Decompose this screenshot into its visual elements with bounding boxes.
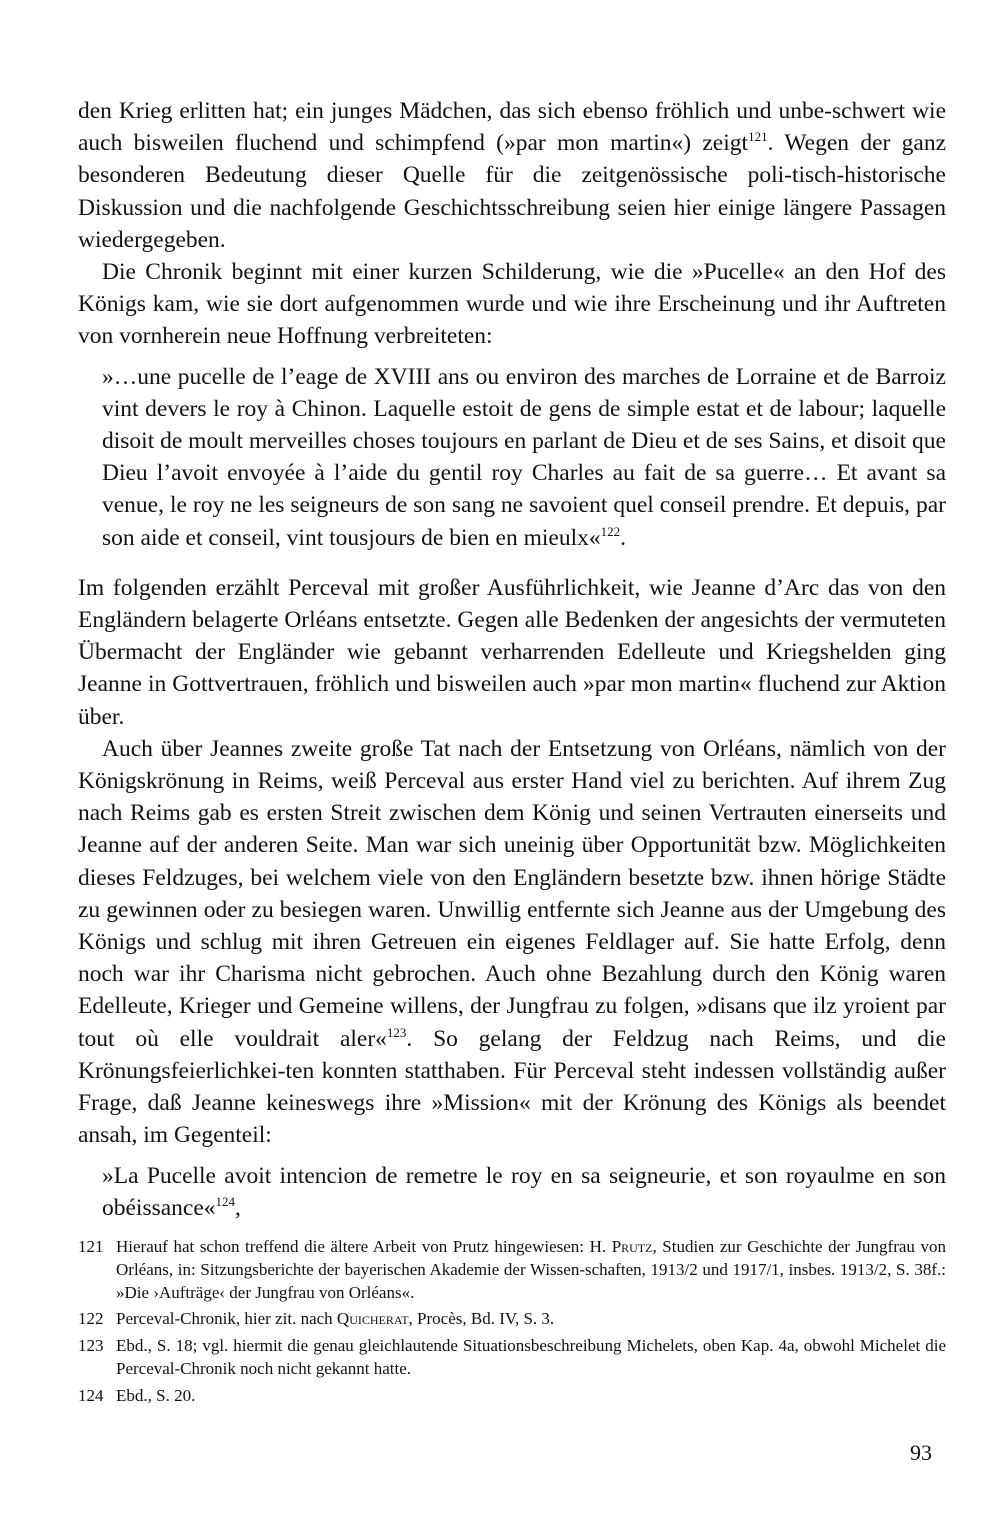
main-text (78, 95, 946, 1224)
footnote-text-a: Perceval-Chronik, hier zit. nach (116, 1309, 337, 1329)
footnote-text (116, 1308, 946, 1331)
paragraph-1-text-cont: . Wegen der ganz besonderen Bedeutung dieser Quelle für die zeitgenössische poli-tisch-historische Diskussion und die nachfolgende Geschichtsschreibung seien hier einige längere Passagen wiedergegeben. (78, 130, 947, 253)
footnote-number: 123 (78, 1336, 104, 1356)
quote-2-end: , (235, 1194, 241, 1221)
footnote-text: Ebd., S. 18; vgl. hiermit die genau gleichlautende Situationsbeschreibung Michelets, oben Kap. 4a, obwohl Michelet die Perceval-Chronik noch nicht gekannt hatte. (116, 1336, 946, 1378)
quote-1-text: »…une pucelle de l’eage de XVIII ans ou environ des marches de Lorraine et de Barroiz vint devers le roy à Chinon. Laquelle estoit de gens de simple estat et de labour; laquelle disoit de moult merveilles choses toujours en parlant de Dieu et de ses Sains, et disoit que Dieu l’avoit envoyée à l’aide du gentil roy Charles au fait de sa guerre… Et avant sa venue, le roy ne les seigneurs de son sang ne savoient quel conseil prendre. Et depuis, par son aide et conseil, vint tousjours de bien en mieulx« (102, 363, 946, 551)
paragraph-1 (78, 95, 946, 256)
footnote-ref-124[interactable]: 124 (215, 1193, 236, 1209)
footnote-number: 122 (78, 1309, 104, 1329)
page-number: 93 (910, 1440, 932, 1465)
quote-1-end: . (620, 524, 627, 551)
footnote-number: 124 (78, 1385, 104, 1405)
footnote-121 (78, 1236, 946, 1304)
author-name: Prutz (611, 1237, 653, 1256)
footnotes (78, 1236, 946, 1412)
footnote-text-b: , Studien zur Geschichte der Jungfrau von Orléans, in: Sitzungsberichte der bayerischen Akademie der Wissen-schaften, 1913/2 und 1917/1, insbes. 1913/2, S. 38f.: »Die ›Aufträge‹ der Jungfrau von Orléans«. (116, 1237, 946, 1302)
footnote-text (116, 1236, 946, 1304)
footnote-123 (78, 1335, 946, 1381)
paragraph-4 (78, 733, 946, 1152)
quote-1 (102, 361, 946, 554)
paragraph-4-text-cont: . So gelang der Feldzug nach Reims, und die Krönungsfeierlichkei-ten konnten statthaben. Für Perceval steht indessen vollständig außer Frage, daß Jeanne keineswegs ihre »Mission« mit der Krönung des Königs als beendet ansah, im Gegenteil: (78, 1025, 946, 1149)
footnote-text-a: Hierauf hat schon treffend die ältere Arbeit von Prutz hingewiesen: H. (116, 1237, 612, 1256)
quote-2 (102, 1160, 946, 1224)
paragraph-1-text: den Krieg erlitten hat; ein junges Mädchen, das sich ebenso fröhlich und unbe-schwert wie auch bisweilen fluchend und schimpfend (»par mon martin«) zeigt (78, 98, 946, 157)
paragraph-2: Die Chronik beginnt mit einer kurzen Schilderung, wie die »Pucelle« an den Hof des Königs kam, wie sie dort aufgenommen wurde und wie ihre Erscheinung und ihr Auftreten von vornherein neue Hoffnung verbreiteten: (78, 259, 946, 350)
footnote-ref-121[interactable]: 121 (748, 129, 768, 145)
paragraph-4-text: Auch über Jeannes zweite große Tat nach der Entsetzung von Orléans, nämlich von der Königskrönung in Reims, weiß Perceval aus erster Hand viel zu berichten. Auf ihrem Zug nach Reims gab es ersten Streit zwischen dem König und seinen Vertrauten einerseits und Jeanne auf der anderen Seite. Man war sich uneinig über Opportunität bzw. Möglichkeiten dieses Feldzuges, bei welchem viele von den Engländern besetzte bzw. ihnen hörige Städte zu gewinnen oder zu besiegen waren. Unwillig entfernte sich Jeanne aus der Umgebung des Königs und schlug mit ihren Getreuen ein eigenes Feldlager auf. Sie hatte Erfolg, denn noch war ihr Charisma nicht gebrochen. Auch ohne Bezahlung durch den König waren Edelleute, Krieger und Gemeine willens, der Jungfrau zu folgen, »disans que ilz yroient par tout où elle vouldrait aler« (78, 735, 946, 1052)
footnote-ref-122[interactable]: 122 (600, 523, 621, 539)
footnote-text: Ebd., S. 20. (116, 1385, 196, 1405)
footnote-text-b: , Procès, Bd. IV, S. 3. (408, 1309, 555, 1329)
footnote-124 (78, 1385, 946, 1408)
author-name: Quicherat (336, 1309, 409, 1329)
footnote-number: 121 (78, 1237, 104, 1256)
quote-2-text: »La Pucelle avoit intencion de remetre le roy en sa seigneurie, et son royaulme en son obéissance« (102, 1162, 946, 1221)
paragraph-3: Im folgenden erzählt Perceval mit großer Ausführlichkeit, wie Jeanne d’Arc das von den Engländern belagerte Orléans entsetzte. Gegen alle Bedenken der angesichts der vermuteten Übermacht der Engländer wie gebannt verharrenden Edelleute und Kriegshelden ging Jeanne in Gottvertrauen, fröhlich und bisweilen auch »par mon martin« fluchend zur Aktion über. (78, 574, 946, 730)
footnote-122 (78, 1308, 946, 1331)
footnote-ref-123[interactable]: 123 (386, 1024, 407, 1040)
